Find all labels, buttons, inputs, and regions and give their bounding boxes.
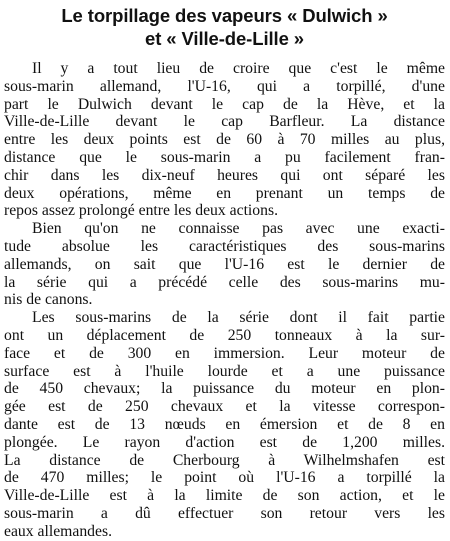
text-line: gée est de 250 chevaux et la vitesse correspon- [4, 398, 445, 416]
text-line: ont un déplacement de 250 tonneaux à la sur- [4, 326, 445, 344]
text-line: Bien qu'on ne connaisse pas avec une exacti- [32, 220, 445, 238]
text-line: Il y a tout lieu de croire que c'est le même [32, 60, 445, 77]
article-paragraph [4, 220, 445, 309]
text-line: eaux allemandes. [4, 522, 113, 540]
newspaper-article [4, 4, 445, 541]
text-line: part le Dulwich devant le cap de la Hève, et la [4, 95, 445, 113]
text-line: Ville-de-Lille devant le cap Barfleur. La distance [4, 113, 445, 131]
text-line: Ville-de-Lille est à la limite de son action, et le [4, 487, 445, 505]
headline-line: Le torpillage des vapeurs « Dulwich » [61, 5, 388, 26]
headline-line: et « Ville-de-Lille » [145, 28, 304, 49]
text-line: surface est à l'huile lourde et a une puissance [4, 362, 445, 380]
text-line: la série qui a précédé celle des sous-marins mu- [4, 273, 445, 291]
text-line: sous-marin allemand, l'U-16, qui a torpillé, d'une [4, 77, 445, 95]
text-line: tude absolue les caractéristiques des sous-marins [4, 237, 445, 255]
text-line: nis de canons. [4, 291, 93, 309]
text-line: allemands, on sait que l'U-16 est le dernier de [4, 255, 445, 273]
text-line: face et de 300 en immersion. Leur moteur de [4, 344, 445, 362]
text-line: deux opérations, même en prenant un temps de [4, 184, 445, 202]
text-line: plongée. Le rayon d'action est de 1,200 milles. [4, 433, 445, 451]
text-line: distance que le sous-marin a pu facilement fran- [4, 148, 445, 166]
text-line: de 470 milles; le point où l'U-16 a torpillé la [4, 469, 445, 487]
article-paragraph [4, 60, 445, 220]
text-line: entre les deux points est de 60 à 70 milles au plus, [4, 131, 445, 149]
text-line: Les sous-marins de la série dont il fait partie [32, 309, 445, 327]
text-line: chir dans les dix-neuf heures qui ont séparé les [4, 166, 445, 184]
article-headline [4, 4, 445, 50]
text-line: dante est de 13 nœuds en émersion et de 8 en [4, 415, 445, 433]
text-line: repos assez prolongé entre les deux actions. [4, 202, 279, 220]
text-line: sous-marin a dû effectuer son retour vers les [4, 504, 445, 522]
text-line: La distance de Cherbourg à Wilhelmshafen est [4, 451, 445, 469]
article-body [4, 60, 445, 541]
text-line: de 450 chevaux; la puissance du moteur en plon- [4, 380, 445, 398]
article-paragraph [4, 309, 445, 540]
